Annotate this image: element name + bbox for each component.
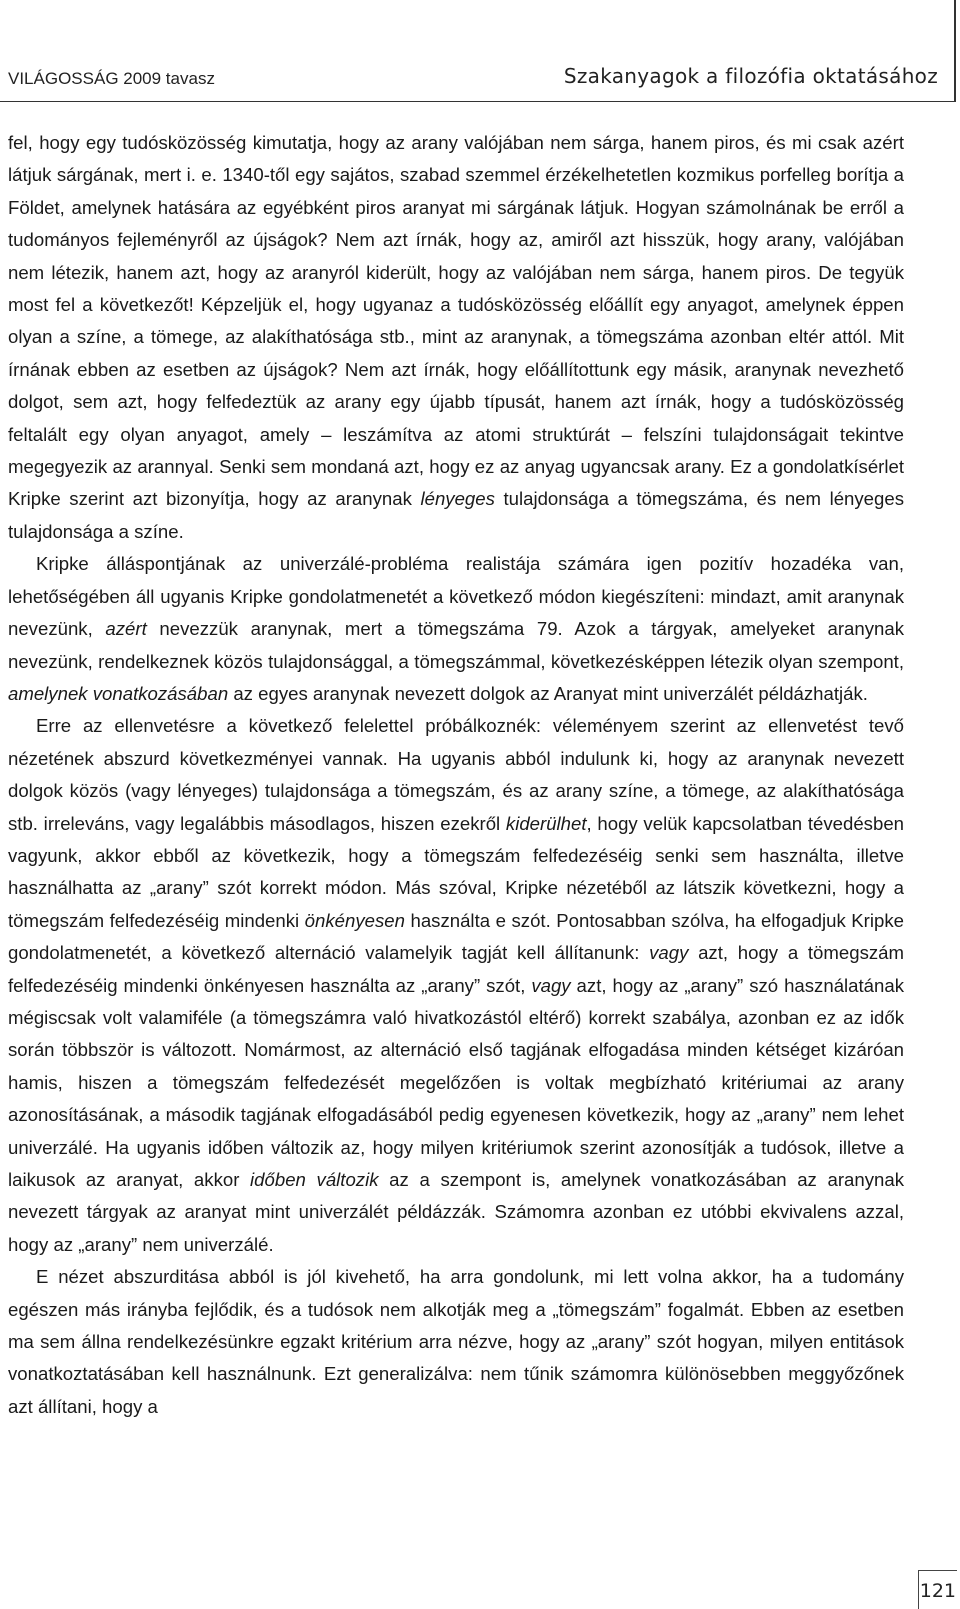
paragraph-text: , hogy velük kapcsolatban tévedésben vagyunk, akkor ebből az következik, hogy a tömegszám felfedezéséig senki sem használta, illetve használhatta az „arany” szót korrekt módon. Más szóval, Kripke nézetéből az látszik következni, hogy a tömegszám felfedezéséig mindenki xyxy=(8,812,904,931)
emphasis-text: vagy xyxy=(649,942,689,964)
emphasis-text: amelynek vonatkozásában xyxy=(8,682,229,704)
paragraph-text: az a szempont is, amelynek vonatkozásában az aranynak nevezett tárgyak az aranyat mint univerzálét példázzák. Számomra azonban ez utóbbi ekvivalens azzal, hogy az „arany” nem univerzálé. xyxy=(8,1169,904,1255)
emphasis-text: önkényesen xyxy=(304,909,405,931)
paragraph xyxy=(8,127,904,548)
paragraph-text: tulajdonsága a tömegszáma, és nem lényeges tulajdonsága a színe. xyxy=(8,488,904,542)
page-header xyxy=(0,0,956,102)
emphasis-text: időben változik xyxy=(250,1169,379,1190)
section-title: Szakanyagok a filozófia oktatásához xyxy=(563,64,938,88)
article-body xyxy=(8,127,904,1423)
paragraph-text: Kripke álláspontjának az univerzálé-probléma realistája számára igen pozitív hozadéka van, lehetőségében áll ugyanis Kripke gondolatmenetét a következő módon kiegészíteni: mindazt, amit aranynak nevezünk, xyxy=(8,553,904,640)
page-number: 121 xyxy=(919,1580,956,1602)
paragraph xyxy=(8,710,904,1261)
paragraph xyxy=(8,548,904,710)
emphasis-text: vagy xyxy=(531,974,571,996)
paragraph-text: fel, hogy egy tudósközösség kimutatja, hogy az arany valójában nem sárga, hanem piros, és mi csak azért látjuk sárgának, mert i. e. 1340-től egy sajátos, szabad szemmel érzékelhetetlen kozmikus porfelleg borítja a Földet, amelynek hatására az egyébként piros aranyat mi sárgának látjuk. Hogyan számolnának be erről a tudományos fejleményről az újságok? Nem azt írnák, hogy az, amiről azt hisszük, hogy arany, valójában nem létezik, hanem azt, hogy az aranyról kiderült, hogy az valójában nem sárga, hanem piros. De tegyük most fel a következőt! Képzeljük el, hogy ugyanaz a tudósközösség előállít egy anyagot, amelynek éppen olyan a színe, a tömege, az alakíthatósága stb., mint az aranynak, a tömegszáma azonban eltér attól. Mit írnának ebben az esetben az újságok? Nem azt írnák, hogy előállítottunk egy másik, aranynak nevezhető dolgot, sem azt, hogy felfedeztük az arany egy újabb típusát, hanem azt írnák, hogy a tudósközösség feltalált egy olyan anyagot, amely – leszámítva az atomi struktúrát – felszíni tulajdonságait tekintve megegyezik az arannyal. Senki sem mondaná azt, hogy ez az anyag ugyancsak arany. Ez a gondolatkísérlet Kripke szerint azt bizonyítja, hogy az aranynak xyxy=(8,132,904,510)
paragraph-text: azt, hogy a tömegszám felfedezéséig mindenki önkényesen használta az „arany” szót, xyxy=(8,942,904,996)
paragraph-text: Erre az ellenvetésre a következő felelettel próbálkoznék: véleményem szerint az ellenvetést tevő nézetének abszurd következményei vannak. Ha ugyanis abból indulunk ki, hogy az aranynak nevezett dolgok közös (vagy lényeges) tulajdonsága a tömegszám, és az arany színe, a tömege, az alakíthatósága stb. irreleváns, vagy legalábbis másodlagos, hiszen ezekről xyxy=(8,715,904,834)
paragraph-text: azt, hogy az „arany” szó használatának mégiscsak volt valamiféle (a tömegszámra való hivatkozástól eltérő) korrekt szabálya, azonban ez az idők során többször is változott. Nomármost, az alternáció első tagjának elfogadása minden kétséget kizáróan hamis, hiszen a tömegszám felfedezését megelőzően is voltak megbízható kritériumai az arany azonosításának, a második tagjának elfogadásából pedig egyenesen következik, hogy az „arany” nem lehet univerzálé. Ha ugyanis időben változik az, hogy milyen kritériumok szerint azonosítják a tudósok, illetve a laikusok az aranyat, akkor xyxy=(8,974,904,1190)
paragraph-text: az egyes aranynak nevezett dolgok az Aranyat mint univerzálét példázhatják. xyxy=(228,682,868,704)
emphasis-text: lényeges xyxy=(420,488,495,510)
emphasis-text: kiderülhet xyxy=(505,812,587,834)
journal-issue-label: VILÁGOSSÁG 2009 tavasz xyxy=(8,69,215,88)
paragraph-text: használta e szót. Pontosabban szólva, ha elfogadjuk Kripke gondolatmenetét, a következő alternáció valamelyik tagját kell állítanunk: xyxy=(8,909,904,964)
paragraph-text: E nézet abszurditása abból is jól kivehető, ha arra gondolunk, mi lett volna akkor, ha a tudomány egészen más irányba fejlődik, és a tudósok nem alkotják meg a „tömegszám” fogalmát. Ebben az esetben ma sem állna rendelkezésünkre egzakt kritérium arra nézve, hogy az „arany” szót hogyan, milyen entitások vonatkoztatásában kell használnunk. Ezt generalizálva: nem tűnik számomra különösebben meggyőzőnek azt állítani, hogy a xyxy=(8,1266,904,1417)
paragraph xyxy=(8,1261,904,1423)
paragraph-text: nevezzük aranynak, mert a tömegszáma 79. Azok a tárgyak, amelyeket aranynak nevezünk, rendelkeznek közös tulajdonsággal, a tömegszámmal, következésképpen létezik olyan szempont, xyxy=(8,618,904,672)
emphasis-text: azért xyxy=(105,618,147,640)
